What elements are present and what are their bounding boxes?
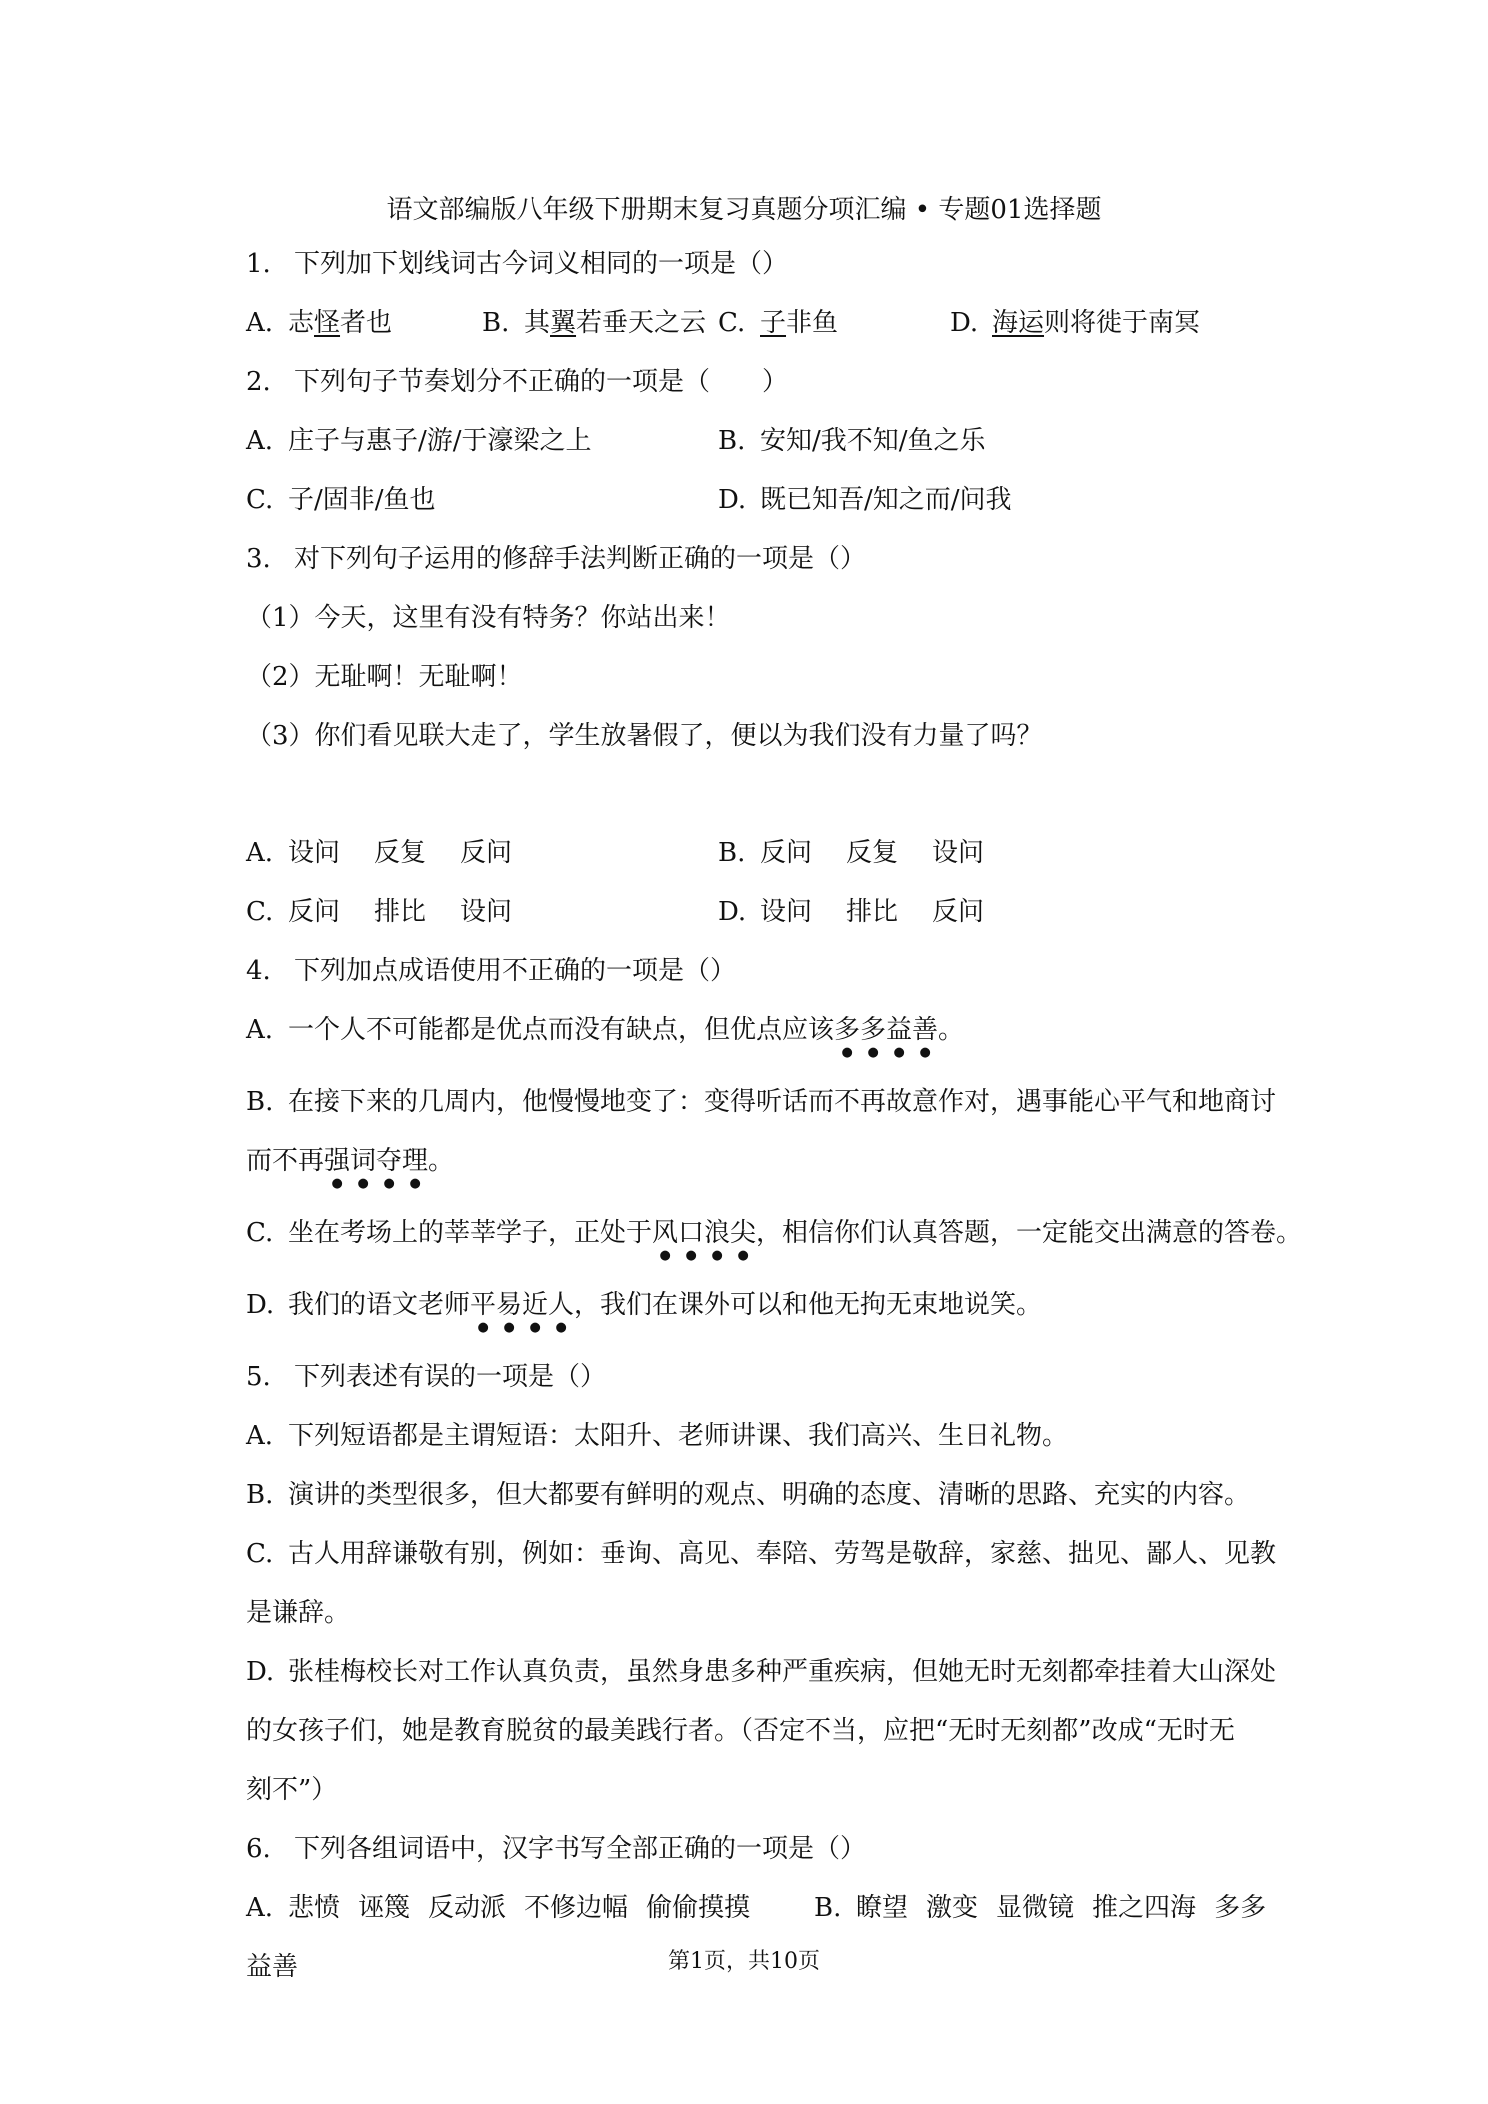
question-3-options-row-1 [246, 836, 1316, 870]
document-title: 语文部编版八年级下册期末复习真题分项汇编 • 专题01选择题 [386, 195, 1102, 225]
question-1-stem [246, 247, 1316, 281]
option-a: A. 志怪者也 [246, 308, 393, 338]
question-1-options [246, 306, 1316, 340]
option-b: B. 安知/我不知/鱼之乐 [718, 426, 986, 456]
question-text: 下列句子节奏划分不正确的一项是（ ） [294, 367, 789, 397]
question-2-stem [246, 365, 1316, 399]
question-text: 下列加下划线词古今词义相同的一项是（） [294, 249, 789, 279]
option-c: C. 子/固非/鱼也 [246, 485, 436, 515]
option-d-line-3: 刻不”） [246, 1775, 338, 1805]
page-footer: 第1页，共10页 [668, 1949, 820, 1974]
question-text: 对下列句子运用的修辞手法判断正确的一项是（） [294, 544, 867, 574]
option-b: B. 瞭望 激变 显微镜 推之四海 多多 [814, 1893, 1267, 1923]
spacer [246, 778, 1316, 836]
option-a: A. 庄子与惠子/游/于濠梁之上 [246, 426, 592, 456]
option-b: B. 反问 反复 设问 [718, 838, 985, 868]
question-6-stem [246, 1832, 1316, 1866]
sentence-3: （3）你们看见联大走了，学生放暑假了，便以为我们没有力量了吗？ [246, 721, 1043, 751]
underlined-word: 翼 [550, 308, 577, 338]
question-text: 下列加点成语使用不正确的一项是（） [294, 956, 737, 986]
option-b: B. 演讲的类型很多，但大都要有鲜明的观点、明确的态度、清晰的思路、充实的内容。 [246, 1480, 1251, 1510]
question-text: 下列表述有误的一项是（） [294, 1362, 607, 1392]
option-c-line-2: 是谦辞。 [246, 1598, 351, 1628]
question-number: 2. [246, 367, 271, 397]
dotted-idiom: 平易近人 [470, 1290, 575, 1320]
option-d: D. 既已知吾/知之而/问我 [718, 485, 1012, 515]
question-2-options-row-1 [246, 424, 1316, 458]
question-number: 4. [246, 956, 271, 986]
option-d: D. 设问 排比 反问 [718, 897, 985, 927]
question-number: 5. [246, 1362, 271, 1392]
underlined-word: 海运 [992, 308, 1045, 338]
option-d: D. 我们的语文老师平易近人，我们在课外可以和他无拘无束地说笑。 [246, 1290, 1043, 1320]
option-c-line-1: C. 古人用辞谦敬有别，例如：垂询、高见、奉陪、劳驾是敬辞，家慈、拙见、鄙人、见教 [246, 1539, 1277, 1569]
sentence-1: （1）今天，这里有没有特务？你站出来！ [246, 603, 731, 633]
question-number: 3. [246, 544, 271, 574]
option-b-line-1: B. 在接下来的几周内，他慢慢地变了：变得听话而不再故意作对，遇事能心平气和地商讨 [246, 1087, 1277, 1117]
underlined-word: 怪 [314, 308, 341, 338]
option-d-line-1: D. 张桂梅校长对工作认真负责，虽然身患多种严重疾病，但她无时无刻都牵挂着大山深处 [246, 1657, 1277, 1687]
question-5-stem [246, 1360, 1316, 1394]
option-a: A. 悲愤 诬篾 反动派 不修边幅 偷偷摸摸 [246, 1893, 751, 1923]
option-a: A. 一个人不可能都是优点而没有缺点，但优点应该多多益善。 [246, 1015, 965, 1045]
dotted-idiom: 风口浪尖 [652, 1218, 757, 1248]
question-6-options-row [246, 1891, 1316, 1925]
question-4-stem [246, 954, 1316, 988]
question-3-stem [246, 542, 1316, 576]
option-c: C. 反问 排比 设问 [246, 897, 513, 927]
question-3-options-row-2 [246, 895, 1316, 929]
question-text: 下列各组词语中，汉字书写全部正确的一项是（） [294, 1834, 867, 1864]
question-2-options-row-2 [246, 483, 1316, 517]
option-b: B. 其翼若垂天之云 [482, 308, 707, 338]
question-list [246, 247, 1316, 2009]
option-c: C. 坐在考场上的莘莘学子，正处于风口浪尖，相信你们认真答题，一定能交出满意的答卷。 [246, 1218, 1303, 1248]
sentence-2: （2）无耻啊！无耻啊！ [246, 662, 523, 692]
option-c: C. 子非鱼 [718, 308, 839, 338]
option-a: A. 设问 反复 反问 [246, 838, 513, 868]
dotted-idiom: 强词夺理 [324, 1146, 429, 1176]
option-d-line-2: 的女孩子们，她是教育脱贫的最美践行者。（否定不当，应把“无时无刻都”改成“无时无 [246, 1716, 1235, 1746]
option-a: A. 下列短语都是主谓短语：太阳升、老师讲课、我们高兴、生日礼物。 [246, 1421, 1069, 1451]
dotted-idiom: 多多益善 [834, 1015, 939, 1045]
option-b-continuation: 益善 [246, 1952, 299, 1982]
question-number: 1. [246, 249, 271, 279]
question-number: 6. [246, 1834, 271, 1864]
option-d: D. 海运则将徙于南冥 [950, 308, 1201, 338]
underlined-word: 子 [760, 308, 787, 338]
option-b-line-2: 而不再强词夺理。 [246, 1146, 455, 1176]
